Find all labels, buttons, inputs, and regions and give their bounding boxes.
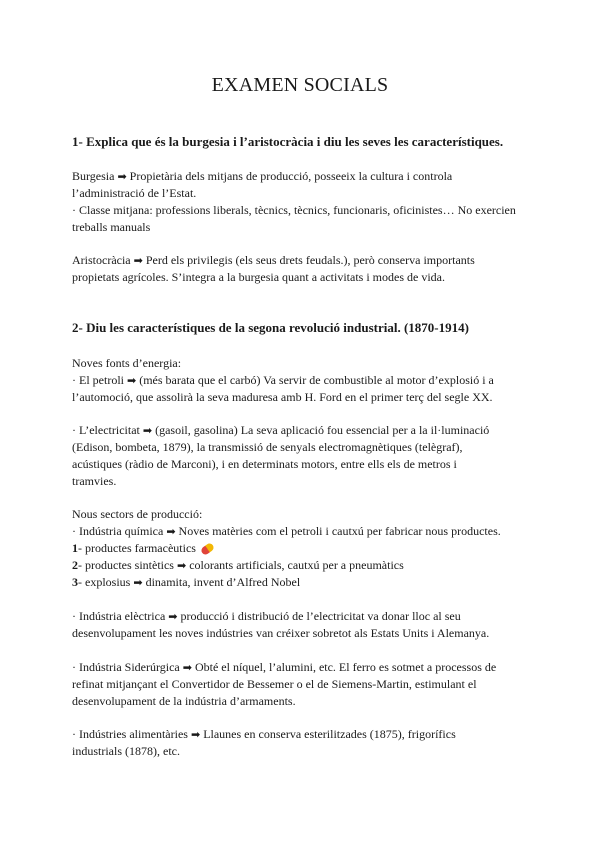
industria-siderurgica-line-1: · Indústria Siderúrgica ➡ Obté el níquel, l’alumini, etc. El ferro es sotmet a processos de bbox=[72, 660, 497, 674]
industria-siderurgica-line-3: desenvolupament de la indústria d’armaments. bbox=[72, 694, 296, 708]
industries-alimentaries-line-1: · Indústries alimentàries ➡ Llaunes en conserva esterilitzades (1875), frigorífics bbox=[72, 727, 456, 741]
right-arrow-icon: ➡ bbox=[126, 374, 137, 387]
industria-electrica-line-2: desenvolupament les noves indústries van créixer sobretot als Estats Units i Alemanya. bbox=[72, 626, 490, 640]
list-item-explosius: 3- explosius ➡ dinamita, invent d’Alfred Nobel bbox=[72, 575, 301, 589]
page-title: EXAMEN SOCIALS bbox=[211, 74, 389, 96]
electricitat-line-4: tramvies. bbox=[72, 474, 117, 488]
burgesia-line-2: l’administració de l’Estat. bbox=[72, 186, 197, 200]
aristocracia-line-1: Aristocràcia ➡ Perd els privilegis (els seus drets feudals.), però conserva importants bbox=[72, 253, 475, 267]
electricitat-line-1: · L’electricitat ➡ (gasoil, gasolina) La seva aplicació fou essencial per a la il·luminació bbox=[72, 423, 490, 437]
classe-mitjana-line-2: treballs manuals bbox=[72, 220, 151, 234]
petroli-line-1: · El petroli ➡ (més barata que el carbó) Va servir de combustible al motor d’explosió i a bbox=[72, 373, 494, 387]
industria-quimica-line: · Indústria química ➡ Noves matèries com el petroli i cautxú per fabricar nous productes. bbox=[72, 524, 501, 538]
fonts-energia-label: Noves fonts d’energia: bbox=[72, 356, 182, 370]
industria-electrica-line-1: · Indústria elèctrica ➡ producció i distribució de l’electricitat va donar lloc al seu bbox=[72, 609, 461, 623]
question-2-heading: 2- Diu les característiques de la segona revolució industrial. (1870-1914) bbox=[72, 320, 469, 335]
question-1-heading: 1- Explica que és la burgesia i l’aristocràcia i diu les seves les característiques. bbox=[72, 134, 504, 149]
right-arrow-icon: ➡ bbox=[142, 424, 153, 437]
right-arrow-icon: ➡ bbox=[117, 170, 127, 183]
right-arrow-icon: ➡ bbox=[176, 559, 187, 572]
sectors-produccio-label: Nous sectors de producció: bbox=[72, 507, 203, 521]
right-arrow-icon: ➡ bbox=[182, 661, 192, 674]
petroli-line-2: l’automoció, que assolirà la seva maduresa amb H. Ford en el primer terç del segle XX. bbox=[72, 390, 493, 404]
classe-mitjana-line-1: · Classe mitjana: professions liberals, tècnics, tècnics, funcionaris, oficinistes… No exercien bbox=[72, 203, 516, 217]
industria-siderurgica-line-2: refinat mitjançant el Convertidor de Bessemer o el de Siemens-Martin, estimulant el bbox=[72, 677, 477, 691]
electricitat-line-3: acústiques (ràdio de Marconi), i en determinats motors, entre ells els de metros i bbox=[72, 457, 457, 471]
list-item-farmaceutics: 1- productes farmacèutics bbox=[72, 540, 542, 557]
right-arrow-icon: ➡ bbox=[133, 254, 143, 267]
aristocracia-line-2: propietats agrícoles. S’integra a la burgesia quant a activitats i modes de vida. bbox=[72, 270, 445, 284]
right-arrow-icon: ➡ bbox=[190, 728, 201, 741]
burgesia-line-1: Burgesia ➡ Propietària dels mitjans de producció, posseeix la cultura i controla bbox=[72, 169, 453, 183]
right-arrow-icon: ➡ bbox=[168, 610, 178, 623]
electricitat-line-2: (Edison, bombeta, 1879), la transmissió de senyals electromagnètiques (telègraf), bbox=[72, 440, 463, 454]
right-arrow-icon: ➡ bbox=[133, 576, 143, 589]
list-item-sintetics: 2- productes sintètics ➡ colorants artificials, cautxú per a pneumàtics bbox=[72, 558, 404, 572]
industries-alimentaries-line-2: industrials (1878), etc. bbox=[72, 744, 180, 758]
right-arrow-icon: ➡ bbox=[166, 525, 176, 538]
pill-icon bbox=[200, 542, 215, 556]
